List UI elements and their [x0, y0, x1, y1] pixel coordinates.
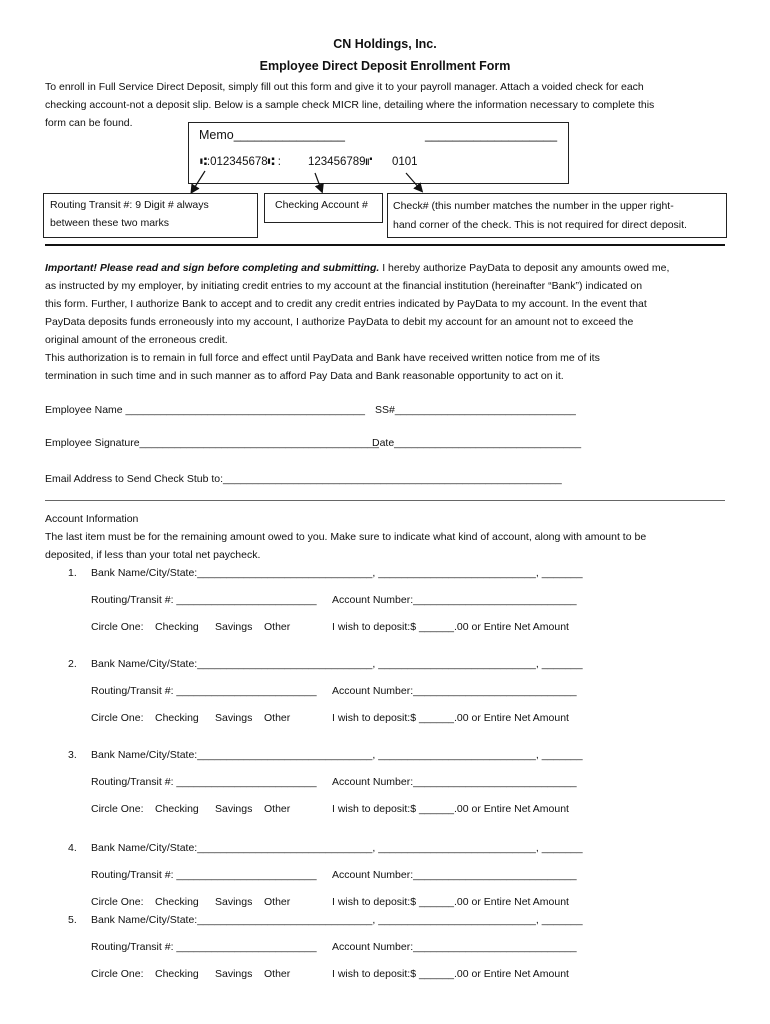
- authorization-line: original amount of the erroneous credit.: [45, 334, 228, 346]
- option-savings[interactable]: Savings: [215, 968, 253, 980]
- employee-signature-field[interactable]: Employee Signature_________________________________________: [45, 437, 379, 449]
- option-other[interactable]: Other: [264, 621, 291, 633]
- checknum-label-box: [387, 193, 727, 238]
- checknum-label-line: Check# (this number matches the number in the upper right-: [393, 200, 674, 212]
- intro-line: form can be found.: [45, 117, 133, 129]
- divider: [45, 244, 725, 246]
- deposit-amount-field[interactable]: I wish to deposit:$ ______.00 or Entire Net Amount: [332, 803, 569, 815]
- account-number-field[interactable]: Account Number:____________________________: [332, 941, 577, 953]
- account-number-label: 5.: [68, 914, 77, 926]
- authorization-line: this form. Further, I authorize Bank to accept and to credit any credit entries indicated by PayData to my account. In the event that: [45, 298, 647, 310]
- pointer-arrows: [0, 0, 770, 200]
- account-number-field[interactable]: Account Number:____________________________: [332, 685, 577, 697]
- deposit-amount-field[interactable]: I wish to deposit:$ ______.00 or Entire Net Amount: [332, 968, 569, 980]
- option-savings[interactable]: Savings: [215, 896, 253, 908]
- option-checking[interactable]: Checking: [155, 803, 199, 815]
- routing-transit-field[interactable]: Routing/Transit #: ________________________: [91, 776, 317, 788]
- authorization-text: [45, 259, 725, 385]
- option-other[interactable]: Other: [264, 712, 291, 724]
- intro-line: checking account-not a deposit slip. Below is a sample check MICR line, detailing where the information necessary to complete this: [45, 99, 655, 111]
- authorization-line: [45, 259, 725, 277]
- authorization-line: This authorization is to remain in full force and effect until PayData and Bank have received written notice from me of its: [45, 352, 600, 364]
- account-number-field[interactable]: Account Number:____________________________: [332, 594, 577, 606]
- bank-name-field[interactable]: Bank Name/City/State:______________________________, ___________________________, _______: [91, 567, 583, 579]
- circle-one-label: Circle One:: [91, 712, 144, 724]
- option-other[interactable]: Other: [264, 896, 291, 908]
- employee-name-field[interactable]: Employee Name _________________________________________: [45, 404, 365, 416]
- email-field[interactable]: Email Address to Send Check Stub to:__________________________________________________________: [45, 473, 562, 485]
- account-number-label: 1.: [68, 567, 77, 579]
- date-field[interactable]: Date________________________________: [372, 437, 582, 449]
- option-savings[interactable]: Savings: [215, 712, 253, 724]
- deposit-amount-field[interactable]: I wish to deposit:$ ______.00 or Entire Net Amount: [332, 896, 569, 908]
- authorization-line: termination in such time and in such manner as to afford Pay Data and Bank reasonable opportunity to act on it.: [45, 370, 564, 382]
- option-checking[interactable]: Checking: [155, 968, 199, 980]
- routing-transit-field[interactable]: Routing/Transit #: ________________________: [91, 869, 317, 881]
- bank-name-field[interactable]: Bank Name/City/State:______________________________, ___________________________, _______: [91, 914, 583, 926]
- option-checking[interactable]: Checking: [155, 712, 199, 724]
- checknum-label-line: hand corner of the check. This is not required for direct deposit.: [393, 219, 687, 231]
- option-checking[interactable]: Checking: [155, 621, 199, 633]
- account-number-field[interactable]: Account Number:____________________________: [332, 776, 577, 788]
- account-info-heading: Account Information: [45, 513, 139, 525]
- note-line: The last item must be for the remaining amount owed to you. Make sure to indicate what kind of account, along with amount to be: [45, 531, 647, 543]
- form-title: Employee Direct Deposit Enrollment Form: [259, 59, 511, 73]
- circle-one-label: Circle One:: [91, 896, 144, 908]
- important-notice: Important! Please read and sign before completing and submitting.: [45, 262, 380, 274]
- circle-one-label: Circle One:: [91, 968, 144, 980]
- check-memo: Memo________________: [199, 128, 345, 142]
- circle-one-label: Circle One:: [91, 621, 144, 633]
- account-label: Checking Account #: [275, 199, 368, 211]
- ssn-field[interactable]: SS#_______________________________: [375, 404, 576, 416]
- authorization-line: PayData deposits funds erroneously into my account, I authorize PayData to debit my account for an amount not to exceed the: [45, 316, 634, 328]
- option-savings[interactable]: Savings: [215, 621, 253, 633]
- routing-label-line: Routing Transit #: 9 Digit # always: [50, 199, 209, 211]
- routing-transit-field[interactable]: Routing/Transit #: ________________________: [91, 941, 317, 953]
- micr-check-number: 0101: [392, 156, 418, 168]
- account-number-label: 2.: [68, 658, 77, 670]
- routing-transit-field[interactable]: Routing/Transit #: ________________________: [91, 685, 317, 697]
- deposit-amount-field[interactable]: I wish to deposit:$ ______.00 or Entire Net Amount: [332, 621, 569, 633]
- account-number-label: 4.: [68, 842, 77, 854]
- divider: [45, 500, 725, 501]
- routing-transit-field[interactable]: Routing/Transit #: ________________________: [91, 594, 317, 606]
- note-line: deposited, if less than your total net paycheck.: [45, 549, 261, 561]
- intro-line: To enroll in Full Service Direct Deposit, simply fill out this form and give it to your payroll manager. Attach a voided check for each: [45, 81, 644, 93]
- deposit-amount-field[interactable]: I wish to deposit:$ ______.00 or Entire Net Amount: [332, 712, 569, 724]
- account-arrow: [315, 173, 321, 189]
- micr-routing: ⑆:012345678⑆ :: [200, 156, 281, 168]
- micr-account: 123456789⑈: [308, 156, 373, 168]
- check-signature-line: ___________________: [425, 128, 558, 142]
- account-number-label: 3.: [68, 749, 77, 761]
- routing-label-line: between these two marks: [50, 217, 170, 229]
- circle-one-label: Circle One:: [91, 803, 144, 815]
- authorization-line-rest: I hereby authorize PayData to deposit any amounts owed me,: [379, 262, 670, 274]
- company-name: CN Holdings, Inc.: [333, 37, 437, 51]
- option-checking[interactable]: Checking: [155, 896, 199, 908]
- option-savings[interactable]: Savings: [215, 803, 253, 815]
- bank-name-field[interactable]: Bank Name/City/State:______________________________, ___________________________, _______: [91, 658, 583, 670]
- account-info-note: [45, 528, 725, 564]
- bank-name-field[interactable]: Bank Name/City/State:______________________________, ___________________________, _______: [91, 749, 583, 761]
- authorization-line: as instructed by my employer, by initiating credit entries to my account at the financial institution (hereinafter “Bank”) indicated on: [45, 280, 643, 292]
- checknum-arrow: [406, 173, 420, 189]
- account-label-box: [264, 193, 383, 223]
- routing-label-box: [43, 193, 258, 238]
- routing-arrow: [193, 171, 205, 190]
- option-other[interactable]: Other: [264, 968, 291, 980]
- bank-name-field[interactable]: Bank Name/City/State:______________________________, ___________________________, _______: [91, 842, 583, 854]
- account-number-field[interactable]: Account Number:____________________________: [332, 869, 577, 881]
- option-other[interactable]: Other: [264, 803, 291, 815]
